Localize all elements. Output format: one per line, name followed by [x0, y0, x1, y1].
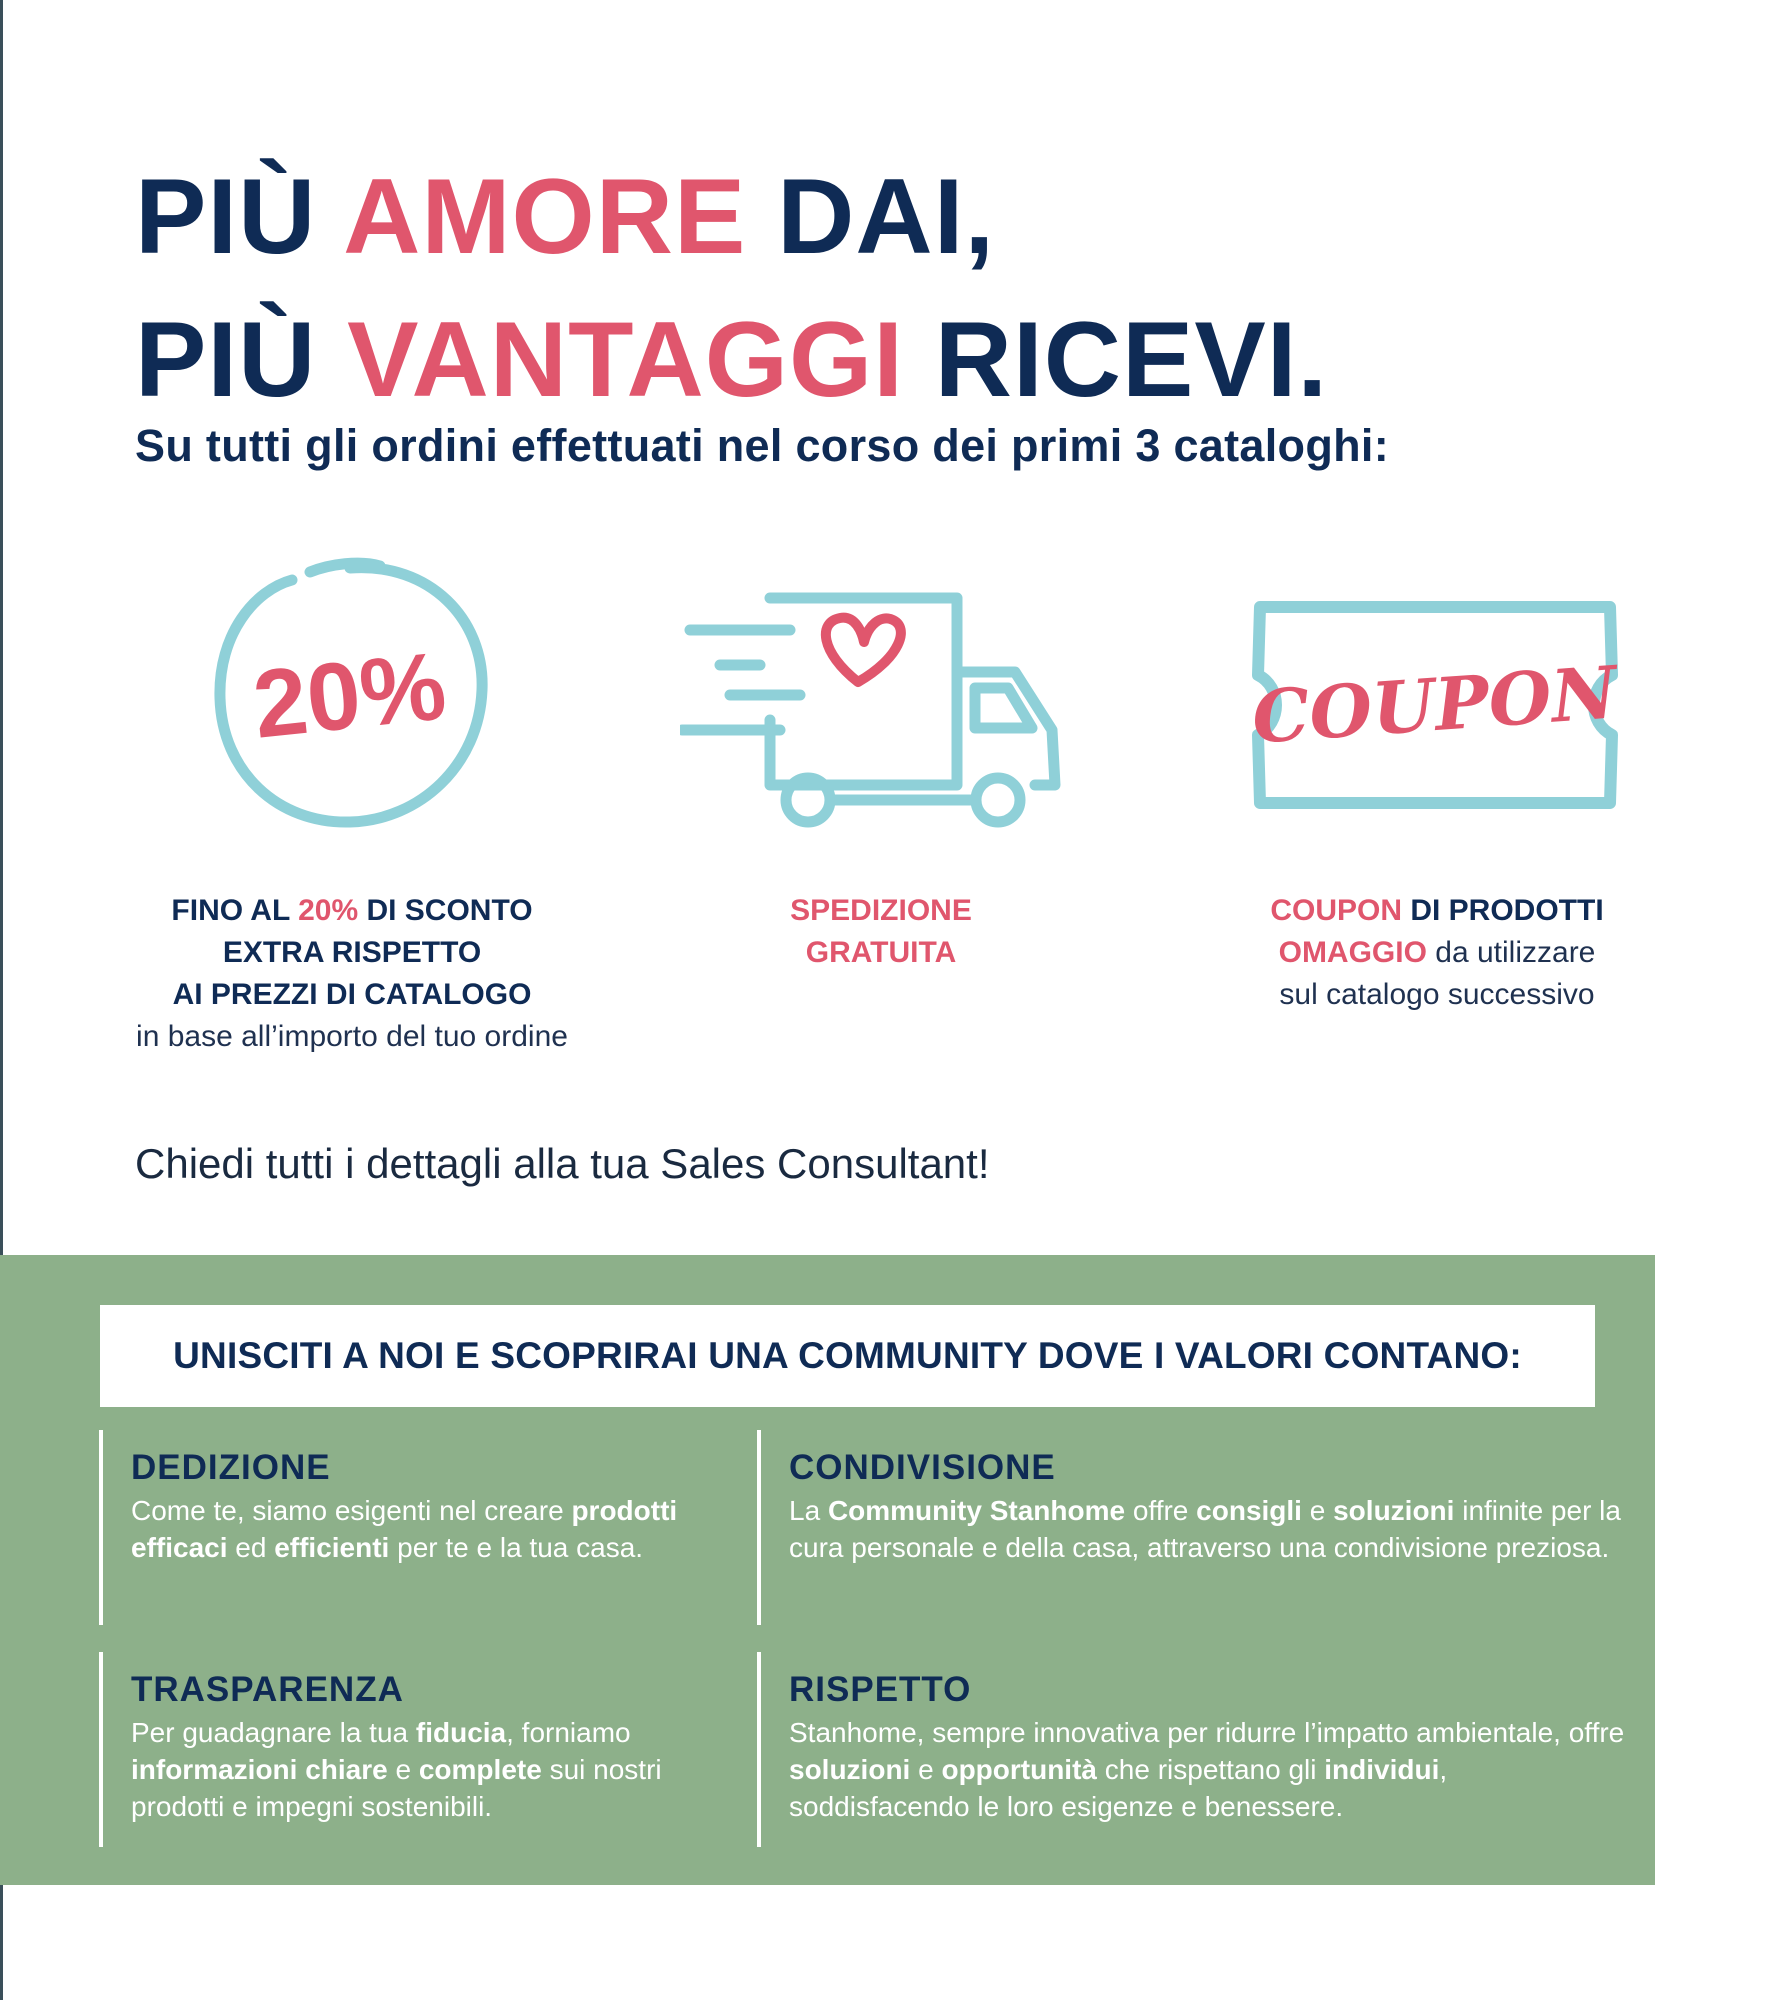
call-to-action: Chiedi tutti i dettagli alla tua Sales Consultant!: [135, 1140, 990, 1187]
benefit-coupon-line-2: OMAGGIO da utilizzare: [1278, 936, 1596, 969]
value-trasparenza: [99, 1652, 711, 1847]
benefit-discount-line-1: FINO AL 20% DI SCONTO: [171, 894, 533, 927]
value-condivisione: [757, 1430, 1629, 1625]
value-title: DEDIZIONE: [131, 1448, 331, 1487]
benefit-coupon-line-1: COUPON DI PRODOTTI: [1270, 894, 1604, 927]
value-title: CONDIVISIONE: [789, 1448, 1056, 1487]
percent-label: 20%: [248, 632, 451, 759]
community-banner-title: UNISCITI A NOI E SCOPRIRAI UNA COMMUNITY DOVE I VALORI CONTANO:: [173, 1335, 1522, 1376]
value-text: Come te, siamo esigenti nel creare prodotti efficaci ed efficienti per te e la tua casa.: [131, 1495, 678, 1563]
benefit-shipping-line-1: SPEDIZIONE: [790, 894, 972, 927]
value-title: RISPETTO: [789, 1670, 972, 1709]
page-headline: [135, 145, 1328, 431]
value-title: TRASPARENZA: [131, 1670, 404, 1709]
delivery-truck-heart-icon: [680, 580, 1070, 840]
benefit-discount-line-4: in base all’importo del tuo ordine: [136, 1020, 568, 1053]
benefit-discount-line-3: AI PREZZI DI CATALOGO: [172, 978, 532, 1011]
benefit-shipping-line-2: GRATUITA: [805, 936, 957, 969]
value-text: La Community Stanhome offre consigli e soluzioni infinite per la cura personale e della casa, attraverso una condivisione preziosa.: [789, 1495, 1621, 1563]
benefit-discount: [72, 890, 632, 1058]
benefit-coupon: [1157, 890, 1717, 1016]
benefit-discount-line-2: EXTRA RISPETTO: [222, 936, 482, 969]
value-text: Stanhome, sempre innovativa per ridurre l’impatto ambientale, offre soluzioni e opportunità che rispettano gli individui, soddisfacendo le loro esigenze e benessere.: [789, 1717, 1625, 1822]
coupon-label: COUPON: [1249, 649, 1620, 760]
headline-line-1: PIÙ AMORE DAI,: [135, 156, 996, 276]
headline-line-2: PIÙ VANTAGGI RICEVI.: [135, 299, 1329, 419]
benefit-shipping: [601, 890, 1161, 974]
percent-circle-icon: [200, 550, 500, 840]
value-rispetto: [757, 1652, 1629, 1847]
benefit-coupon-line-3: sul catalogo successivo: [1279, 978, 1595, 1011]
coupon-ticket-icon: [1240, 595, 1630, 815]
subtitle: Su tutti gli ordini effettuati nel corso dei primi 3 cataloghi:: [135, 420, 1389, 471]
community-banner: [100, 1305, 1595, 1407]
value-dedizione: [99, 1430, 711, 1625]
value-text: Per guadagnare la tua fiducia, forniamo informazioni chiare e complete sui nostri prodotti e impegni sostenibili.: [131, 1717, 662, 1822]
